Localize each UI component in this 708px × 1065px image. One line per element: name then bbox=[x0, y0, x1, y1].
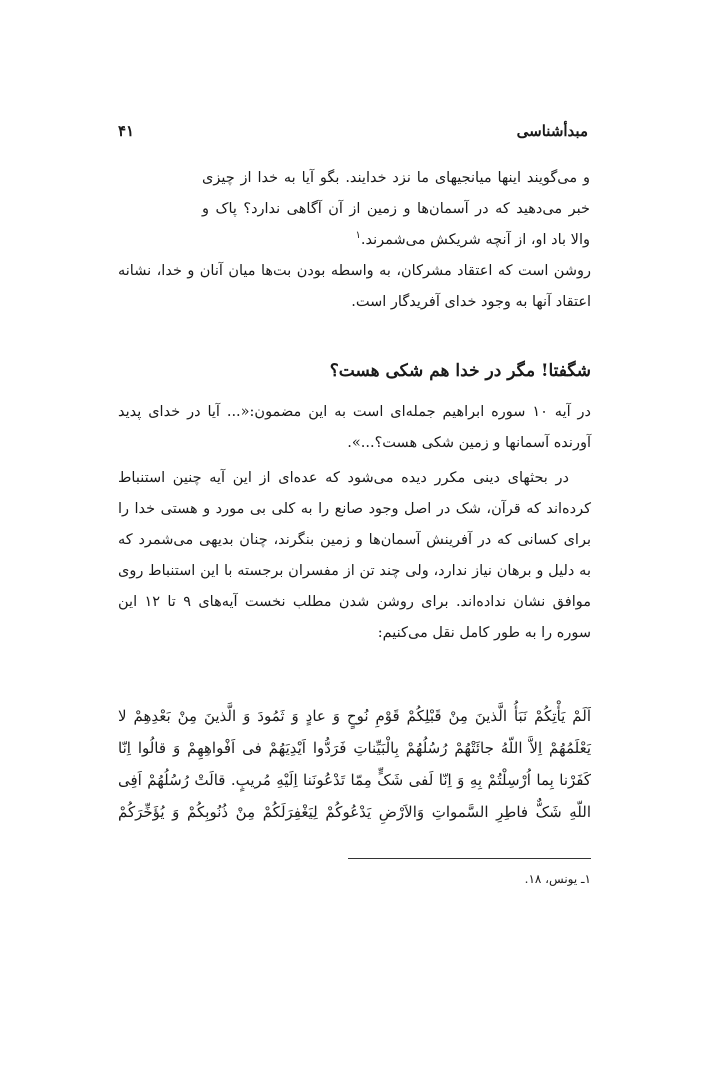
page-number: ۴۱ bbox=[118, 122, 135, 140]
paragraph-3 bbox=[118, 463, 591, 649]
quote-text: و می‌گویند اینها میانجیهای ما نزد خدایند. بگو آیا به خدا از چیزی خبر می‌دهید که در آسمان‌ها و زمین از آن آگاهی ندارد؟ پاک و والا باد او، از آنچه شریکش می‌شمرند. bbox=[202, 170, 590, 248]
paragraph-2: در آیه ۱۰ سوره ابراهیم جمله‌ای است به این مضمون:«... آیا در خدای پدید آورنده آسمانها و زمین شکی هست؟...». bbox=[118, 404, 592, 451]
footnote-divider bbox=[348, 858, 591, 859]
footnote-marker: ۱ bbox=[355, 230, 361, 242]
quoted-verse-translation bbox=[202, 163, 590, 256]
arabic-verse: اَلَمْ یَأْتِکُمْ نَبَأُ الَّذینَ مِنْ قَبْلِکُمْ قَوْمِ نُوحٍ وَ عادٍ وَ ثَمُودَ وَ الَّذینَ مِنْ بَعْدِهِمْ لا یَعْلَمُهُمْ اِلاَّ اللّهُ جائَتْهُمْ رُسُلُهُمْ بِالْبَیِّناتِ فَرَدُّوا اَیْدِیَهُمْ فی اَفْواهِهِمْ وَ قالُوا اِنّا کَفَرْنا بِما اُرْسِلْتُمْ بِهِ وَ اِنّا لَفی شَکٍّ مِمّا تَدْعُونَنا اِلَیْهِ مُریبٍ. قالَتْ رُسُلُهُمْ اَفِی اللّهِ شَکٌّ فاطِرِ السَّمواتِ وَالاَرْضِ یَدْعُوکُمْ لِیَغْفِرَلَکُمْ مِنْ ذُنُوبِکُمْ وَ یُؤَخِّرَکُمْ bbox=[118, 707, 591, 821]
footnote: ۱ـ یونس، ۱۸. bbox=[524, 872, 591, 886]
section-heading: شگفتا! مگر در خدا هم شکی هست؟ bbox=[329, 361, 591, 381]
running-header bbox=[118, 122, 588, 146]
running-title: مبدأشناسی bbox=[516, 122, 588, 140]
paragraph-3-text: در بحثهای دینی مکرر دیده می‌شود که عده‌ای از این آیه چنین استنباط کرده‌اند که قرآن، شک در اصل وجود صانع را به کلی بی مورد و هستی خدا را برای کسانی که در آفرینش آسمان‌ها و زمین بنگرند، چنان بدیهی می‌شمرد که به دلیل و برهان نیاز ندارد، ولی چند تن از مفسران برجسته با این استنباط روی موافق نشان نداده‌اند. برای روشن شدن مطلب نخست آیه‌های ۹ تا ۱۲ این سوره را به طور کامل نقل می‌کنیم: bbox=[118, 470, 591, 641]
paragraph-1: روشن است که اعتقاد مشرکان، به واسطه بودن بت‌ها میان آنان و خدا، نشانه اعتقاد آنها به وجود خدای آفریدگار است. bbox=[118, 263, 591, 310]
